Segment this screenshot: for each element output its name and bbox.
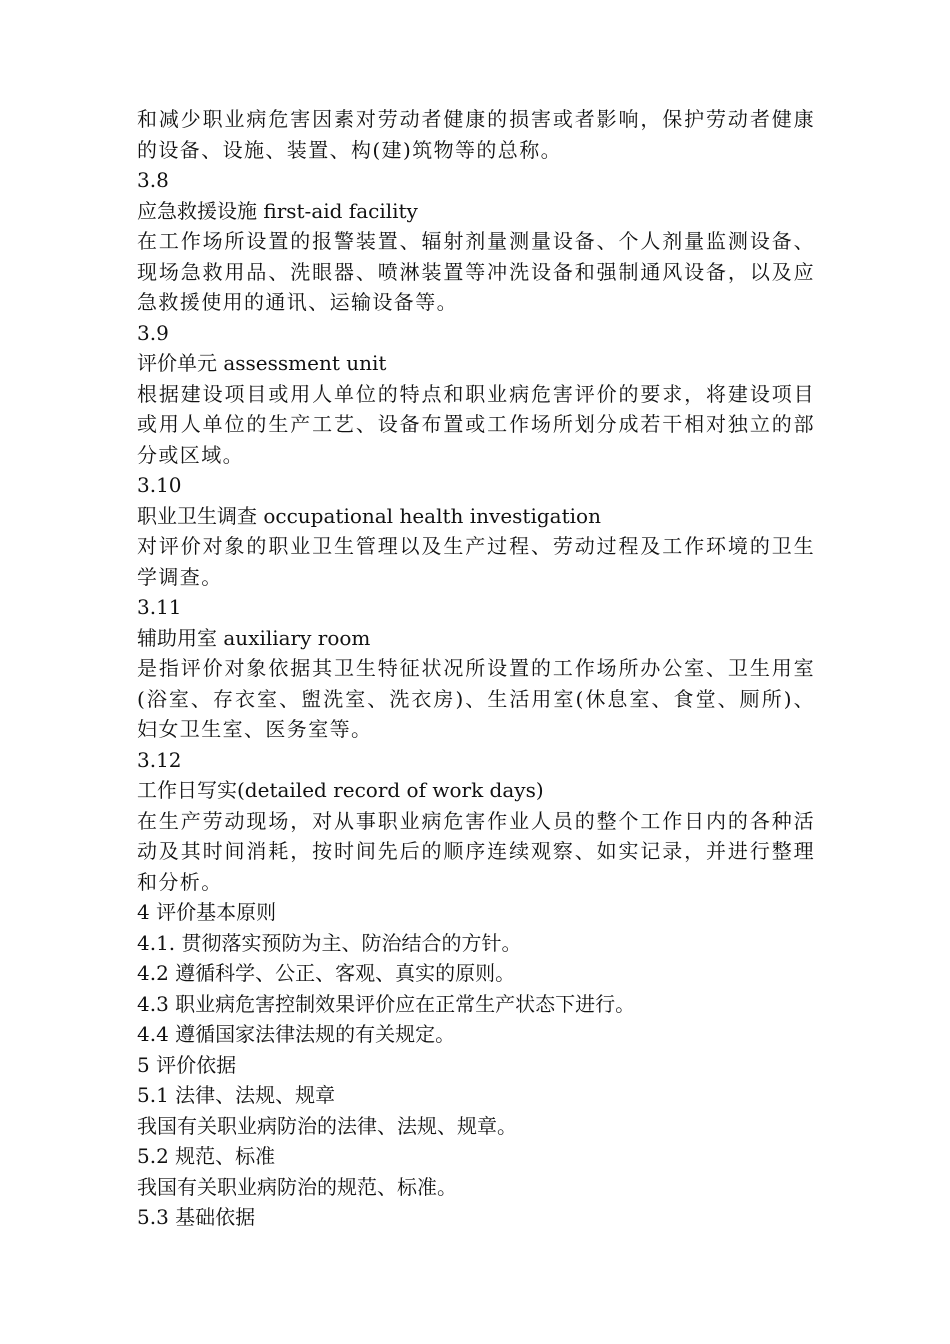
section-number-3-12: 3.12 bbox=[137, 747, 182, 772]
term-occupational-health-investigation: 职业卫生调查 occupational health investigation bbox=[137, 503, 601, 528]
principle-4-4: 4.4 遵循国家法律法规的有关规定。 bbox=[137, 1022, 456, 1046]
section-number-3-8: 3.8 bbox=[137, 168, 169, 192]
paragraph-protective-facility-definition-continued: 和减少职业病危害因素对劳动者健康的损害或者影响，保护劳动者健康的设备、设施、装置、构(建)筑物等的总称。 bbox=[137, 107, 815, 162]
heading-section-4: 4 评价基本原则 bbox=[137, 900, 277, 924]
principle-4-1: 4.1. 贯彻落实预防为主、防治结合的方针。 bbox=[137, 930, 522, 955]
subheading-5-1: 5.1 法律、法规、规章 bbox=[137, 1083, 336, 1107]
document-body bbox=[137, 104, 815, 1233]
principle-4-2: 4.2 遵循科学、公正、客观、真实的原则。 bbox=[137, 961, 516, 985]
term-detailed-record-of-work-days: 工作日写实(detailed record of work days) bbox=[137, 778, 544, 802]
term-auxiliary-room: 辅助用室 auxiliary room bbox=[137, 625, 371, 650]
section-number-3-11: 3.11 bbox=[137, 595, 182, 619]
definition-detailed-record-of-work-days: 在生产劳动现场，对从事职业病危害作业人员的整个工作日内的各种活动及其时间消耗，按时间先后的顺序连续观察、如实记录，并进行整理和分析。 bbox=[137, 808, 815, 894]
text-5-2: 我国有关职业病防治的规范、标准。 bbox=[137, 1174, 457, 1199]
term-first-aid-facility: 应急救援设施 first-aid facility bbox=[137, 198, 418, 223]
definition-first-aid-facility: 在工作场所设置的报警装置、辐射剂量测量设备、个人剂量监测设备、现场急救用品、洗眼器、喷淋装置等冲洗设备和强制通风设备，以及应急救援使用的通讯、运输设备等。 bbox=[137, 229, 815, 314]
principle-4-3: 4.3 职业病危害控制效果评价应在正常生产状态下进行。 bbox=[137, 991, 636, 1016]
definition-occupational-health-investigation: 对评价对象的职业卫生管理以及生产过程、劳动过程及工作环境的卫生学调查。 bbox=[137, 534, 815, 589]
definition-auxiliary-room: 是指评价对象依据其卫生特征状况所设置的工作场所办公室、卫生用室(浴室、存衣室、盥洗室、洗衣房)、生活用室(休息室、食堂、厕所)、妇女卫生室、医务室等。 bbox=[137, 656, 815, 741]
subheading-5-3: 5.3 基础依据 bbox=[137, 1205, 256, 1229]
text-5-1: 我国有关职业病防治的法律、法规、规章。 bbox=[137, 1113, 517, 1138]
subheading-5-2: 5.2 规范、标准 bbox=[137, 1144, 276, 1168]
section-number-3-9: 3.9 bbox=[137, 320, 169, 345]
heading-section-5: 5 评价依据 bbox=[137, 1052, 237, 1077]
term-assessment-unit: 评价单元 assessment unit bbox=[137, 351, 387, 375]
definition-assessment-unit: 根据建设项目或用人单位的特点和职业病危害评价的要求，将建设项目或用人单位的生产工艺、设备布置或工作场所划分成若干相对独立的部分或区域。 bbox=[137, 381, 815, 467]
section-number-3-10: 3.10 bbox=[137, 473, 182, 497]
